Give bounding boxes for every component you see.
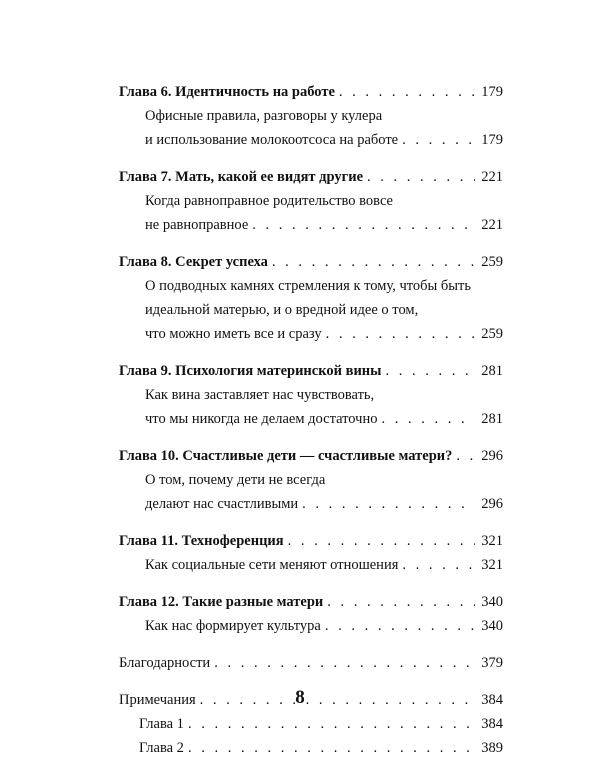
dot-leader [188,736,475,760]
toc-subtitle-entry[interactable] [119,407,503,431]
toc-subtitle-line [119,383,503,407]
toc-subtitle-entry[interactable] [119,322,503,346]
toc-subtitle-line-text: О подводных камнях стремления к тому, чтобы быть [145,278,471,294]
toc-notes-entry-title: Примечания [119,692,196,708]
dot-leader [188,712,475,736]
toc-chapter-entry[interactable] [119,250,503,274]
toc-subtitle-line [119,468,503,492]
dot-leader [214,651,475,675]
toc-chapter-entry-title: Глава 6. Идентичность на работе [119,84,335,100]
toc-subtitle-line-text: Когда равноправное родительство вовсе [145,193,393,209]
toc-notes-chapter-entry-title: Глава 2 [139,740,184,756]
toc-subtitle-entry-page: 179 [481,132,503,148]
toc-chapter-entry[interactable] [119,590,503,614]
toc-subtitle-entry-page: 281 [481,411,503,427]
toc-chapter-entry[interactable] [119,444,503,468]
toc-chapter-group [119,250,503,346]
toc-notes-chapter-entry-page: 384 [481,716,503,732]
toc-chapter-group [119,444,503,516]
toc-chapter-entry-page: 179 [481,84,503,100]
toc-subtitle-line-text: идеальной матерью, и о вредной идее о том, [145,302,419,318]
toc-chapter-entry[interactable] [119,359,503,383]
toc-subtitle-entry[interactable] [119,128,503,152]
toc-chapter-entry-page: 296 [481,448,503,464]
toc-subtitle-line [119,298,503,322]
toc-subtitle-entry-page: 340 [481,618,503,634]
toc-chapter-group [119,590,503,638]
toc-acknowledgements-entry-page: 379 [481,655,503,671]
table-of-contents [119,80,503,773]
toc-notes-chapter-entry[interactable] [119,712,503,736]
toc-subtitle-line [119,274,503,298]
toc-chapter-entry-title: Глава 12. Такие разные матери [119,594,324,610]
toc-subtitle-entry-page: 296 [481,496,503,512]
dot-leader [402,128,475,152]
toc-chapter-entry[interactable] [119,165,503,189]
dot-leader [252,213,475,237]
dot-leader [327,590,475,614]
dot-leader [302,492,475,516]
dot-leader [326,322,475,346]
toc-chapter-entry-title: Глава 10. Счастливые дети — счастливые матери? [119,448,453,464]
toc-chapter-entry-title: Глава 9. Психология материнской вины [119,363,382,379]
toc-subtitle-entry-title: делают нас счастливыми [145,496,299,512]
toc-chapter-group [119,165,503,237]
toc-subtitle-entry[interactable] [119,492,503,516]
toc-acknowledgements-entry[interactable] [119,651,503,675]
toc-subtitle-entry-title: не равноправное [145,217,249,233]
toc-chapter-group [119,80,503,152]
toc-chapter-entry-title: Глава 7. Мать, какой ее видят другие [119,169,364,185]
toc-subtitle-entry[interactable] [119,553,503,577]
toc-subtitle-line [119,104,503,128]
toc-chapter-entry-title: Глава 8. Секрет успеха [119,254,268,270]
toc-subtitle-line-text: Как вина заставляет нас чувствовать, [145,387,375,403]
dot-leader [367,165,475,189]
toc-subtitle-entry[interactable] [119,614,503,638]
dot-leader [288,529,475,553]
dot-leader [339,80,475,104]
toc-subtitle-line-text: О том, почему дети не всегда [145,472,326,488]
dot-leader [402,553,475,577]
toc-subtitle-entry-title: Как нас формирует культура [145,618,321,634]
toc-subtitle-entry-page: 259 [481,326,503,342]
dot-leader [456,444,475,468]
toc-notes-entry-page: 384 [481,692,503,708]
toc-chapter-entry-page: 281 [481,363,503,379]
toc-chapter-entry-page: 221 [481,169,503,185]
toc-subtitle-entry-page: 221 [481,217,503,233]
toc-chapter-entry[interactable] [119,80,503,104]
toc-chapter-entry[interactable] [119,529,503,553]
toc-notes-chapter-entry[interactable] [119,736,503,760]
toc-notes-chapter-entry-title: Глава 1 [139,716,184,732]
toc-subtitle-entry-title: что мы никогда не делаем достаточно [145,411,378,427]
toc-subtitle-entry-title: что можно иметь все и сразу [145,326,322,342]
toc-chapter-entry-title: Глава 11. Техноференция [119,533,284,549]
toc-subtitle-entry[interactable] [119,213,503,237]
dot-leader [385,359,475,383]
toc-notes-chapter-entry-page: 389 [481,740,503,756]
toc-acknowledgements-group [119,651,503,675]
toc-chapter-entry-page: 340 [481,594,503,610]
toc-subtitle-line-text: Офисные правила, разговоры у кулера [145,108,383,124]
toc-subtitle-line [119,189,503,213]
toc-chapter-entry-page: 259 [481,254,503,270]
toc-chapter-group [119,359,503,431]
toc-acknowledgements-entry-title: Благодарности [119,655,211,671]
toc-subtitle-entry-page: 321 [481,557,503,573]
toc-chapter-entry-page: 321 [481,533,503,549]
toc-chapter-group [119,529,503,577]
dot-leader [325,614,475,638]
toc-subtitle-entry-title: и использование молокоотсоса на работе [145,132,399,148]
toc-subtitle-entry-title: Как социальные сети меняют отношения [145,557,399,573]
dot-leader [272,250,475,274]
page-number: 8 [295,687,305,708]
dot-leader [381,407,475,431]
